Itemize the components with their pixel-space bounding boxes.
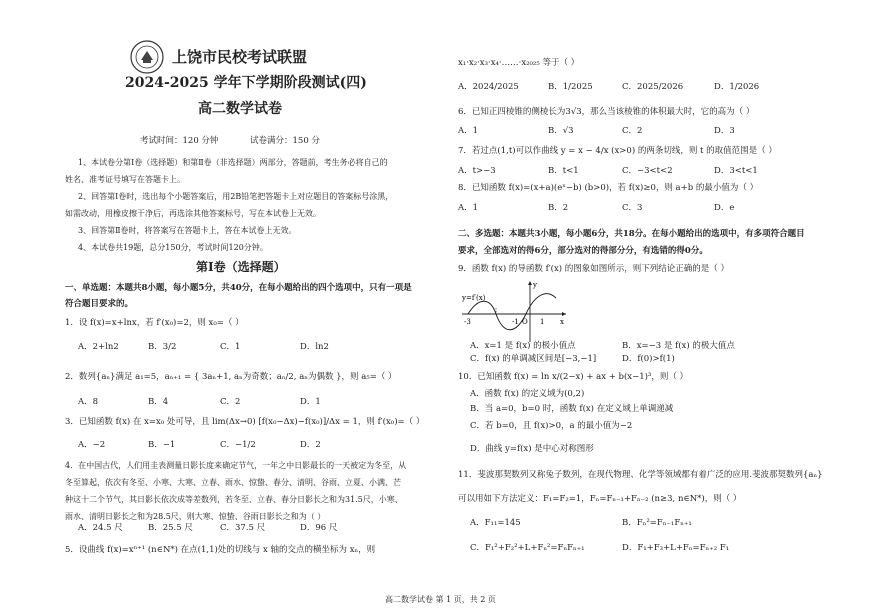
option-d: D．1 bbox=[300, 397, 321, 407]
section-two-instruction: 二、多选题：本题共3小题，每小题6分，共18分。在每小题给出的选项中，有多项符合题目 bbox=[458, 229, 805, 239]
section-two-instruction: 要求，全部选对的得6分，部分选对的得部分分，有选错的得0分。 bbox=[458, 246, 708, 256]
option-b: B．25.5 尺 bbox=[148, 523, 193, 533]
option-c: C．f(x) 的单调减区间是[−3,−1] bbox=[470, 354, 597, 364]
option-a: A．F₁₁=145 bbox=[470, 518, 521, 528]
option-c: C．1 bbox=[220, 342, 241, 352]
school-seal-logo bbox=[130, 40, 164, 74]
option-d: D．F₁+F₃+L+Fₙ=Fₙ₊₂ F₁ bbox=[622, 543, 730, 553]
option-c: C．37.5 尺 bbox=[220, 523, 266, 533]
question-stem-line: 种这十二个节气，其日影长依次成等差数列，若冬至、立春、春分日影长之和为31.5尺，小寒、 bbox=[65, 495, 403, 504]
question-stem-line: 11．斐波那契数列又称兔子数列，在现代物理、化学等领域都有着广泛的应用.斐波那契数列{aₙ} bbox=[458, 470, 823, 480]
option-c: C．2 bbox=[220, 397, 241, 407]
option-b: B．当 a=0，b=0 时，函数 f(x) 在定义域上单调递减 bbox=[470, 404, 674, 414]
derivative-graph bbox=[460, 278, 570, 346]
option-d: D．ln2 bbox=[300, 342, 329, 352]
graph-tick: O bbox=[522, 318, 528, 326]
question-stem: x₁·x₂·x₃·x₄·……·x₂₀₂₅ 等于（ ） bbox=[458, 58, 580, 68]
page-footer: 高二数学试卷 第 1 页，共 2 页 bbox=[385, 595, 496, 604]
graph-tick: 1 bbox=[540, 318, 545, 326]
question-stem: 10．已知函数 f(x) = ln x/(2−x) + ax + b(x−1)³，则（ ） bbox=[458, 372, 689, 382]
option-c: C．F₁²+F₂²+L+Fₙ²=FₙFₙ₊₁ bbox=[470, 543, 585, 553]
question-stem: 3．已知函数 f(x) 在 x=x₀ 处可导，且 lim(Δx→0) [f(x₀−Δx)−f(x₀)]/Δx = 1，则 f′(x₀)=（ ） bbox=[65, 417, 425, 427]
option-d: D．e bbox=[714, 203, 735, 213]
option-c: C．−3<t<2 bbox=[622, 166, 673, 176]
option-a: A．1 bbox=[458, 203, 479, 213]
exam-score: 试卷满分：150 分 bbox=[250, 136, 320, 146]
note-line: 如需改动，用橡皮擦干净后，再选涂其他答案标号，写在本试卷上无效。 bbox=[65, 209, 321, 218]
question-stem-line: 雨水、清明日影长之和为28.5尺，则大寒、惊蛰、谷雨日影长之和为（ ） bbox=[65, 512, 326, 521]
option-d: D．3 bbox=[714, 126, 735, 136]
question-stem: 7．若过点(1,t)可以作曲线 y = x − 4/x (x>0) 的两条切线，则 t 的取值范围是（ ） bbox=[458, 146, 777, 156]
option-a: A．t>−3 bbox=[458, 166, 496, 176]
section-one-instruction: 符合题目要求的。 bbox=[65, 299, 134, 309]
option-a: A．24.5 尺 bbox=[78, 523, 123, 533]
exam-union-title: 上饶市民校考试联盟 bbox=[172, 48, 308, 66]
option-d: D．3<t<1 bbox=[714, 166, 758, 176]
note-line: 姓名、准考证号填写在答题卡上。 bbox=[65, 175, 185, 184]
option-c: C．3 bbox=[622, 203, 643, 213]
option-c: C．2 bbox=[622, 126, 643, 136]
question-stem-line: 4．在中国古代，人们用圭表测量日影长度来确定节气，一年之中日影最长的一天被定为冬至，从 bbox=[65, 461, 407, 470]
option-c: C．若 b=0，且 f(x)>0，a 的最小值为−2 bbox=[470, 421, 633, 431]
note-line: 2、回答第Ⅰ卷时，选出每个小题答案后，用2B铅笔把答题卡上对应题目的答案标号涂黑， bbox=[78, 192, 394, 201]
option-a: A．函数 f(x) 的定义域为(0,2) bbox=[470, 389, 585, 399]
option-c: C．2025/2026 bbox=[622, 82, 684, 92]
option-a: A．8 bbox=[78, 397, 99, 407]
question-stem: 6．已知正四棱锥的侧棱长为3√3，那么当该棱锥的体积最大时，它的高为（ ） bbox=[458, 107, 755, 117]
option-d: D．96 尺 bbox=[300, 523, 338, 533]
option-a: A．x=1 是 f(x) 的极小值点 bbox=[470, 341, 576, 351]
option-d: D．f(0)>f(1) bbox=[622, 354, 675, 364]
note-line: 3、回答第Ⅱ卷时，将答案写在答题卡上，答在本试卷上无效。 bbox=[78, 226, 297, 235]
option-d: D．曲线 y=f(x) 是中心对称图形 bbox=[470, 444, 594, 454]
section-one-instruction: 一、单选题：本题共8小题，每小题5分，共40分，在每小题给出的四个选项中，只有一项是 bbox=[65, 283, 412, 293]
paper-subject-title: 高二数学试卷 bbox=[198, 101, 282, 117]
option-b: B．3/2 bbox=[148, 342, 177, 352]
option-a: A．2024/2025 bbox=[458, 82, 519, 92]
graph-curve-label: y=f′(x) bbox=[462, 294, 486, 302]
option-d: D．1/2026 bbox=[714, 82, 760, 92]
option-d: D．2 bbox=[300, 440, 321, 450]
question-9-stem: 9．函数 f(x) 的导函数 f′(x) 的图象如图所示，则下列结论正确的是（ ） bbox=[458, 264, 729, 274]
option-b: B．4 bbox=[148, 397, 169, 407]
option-b: B．1/2025 bbox=[548, 82, 593, 92]
part-one-title: 第Ⅰ卷（选择题） bbox=[196, 260, 286, 274]
note-line: 4、本试卷共19题，总分150分，考试时间120分钟。 bbox=[78, 243, 268, 252]
note-line: 1、本试卷分第Ⅰ卷（选择题）和第Ⅱ卷（非选择题）两部分，答题前，考生务必将自己的 bbox=[78, 158, 388, 167]
option-a: A．1 bbox=[458, 126, 479, 136]
question-5-stem: 5．设曲线 f(x)=xⁿ⁺¹ (n∈N*) 在点(1,1)处的切线与 x 轴的交点的横坐标为 xₙ，则 bbox=[65, 545, 376, 555]
graph-tick: -1 bbox=[512, 318, 519, 326]
question-stem-line: 冬至算起，依次有冬至、小寒、大寒、立春、雨水、惊蛰、春分、清明、谷雨、立夏、小满、芒 bbox=[65, 478, 401, 487]
option-a: A．−2 bbox=[78, 440, 106, 450]
question-stem-line: 可以用如下方法定义：F₁=F₂=1，Fₙ=Fₙ₋₁+Fₙ₋₂ (n≥3, n∈N*)，则（ ） bbox=[458, 494, 742, 504]
option-b: B．t<1 bbox=[548, 166, 579, 176]
option-b: B．Fₙ²=Fₙ₋₁Fₙ₊₁ bbox=[622, 518, 692, 528]
option-b: B．−1 bbox=[148, 440, 176, 450]
graph-y-axis-label: y bbox=[533, 281, 537, 289]
exam-time: 考试时间：120 分钟 bbox=[140, 136, 219, 146]
graph-tick: -3 bbox=[464, 318, 471, 326]
option-b: B．2 bbox=[548, 203, 569, 213]
question-stem: 2．数列{aₙ}满足 a₁=5，aₙ₊₁ = { 3aₙ+1, aₙ为奇数；aₙ/2, aₙ为偶数 }，则 a₅=（ ） bbox=[65, 372, 397, 382]
option-b: B．x=−3 是 f(x) 的极大值点 bbox=[622, 341, 735, 351]
exam-term-title: 2024-2025 学年下学期阶段测试(四) bbox=[125, 75, 367, 91]
option-c: C．−1/2 bbox=[220, 440, 256, 450]
question-stem: 8．已知函数 f(x)=(x+a)(eˣ−b) (b>0)，若 f(x)≥0，则 a+b 的最小值为（ ） bbox=[458, 183, 759, 193]
option-a: A．2+ln2 bbox=[78, 342, 119, 352]
graph-x-axis-label: x bbox=[560, 318, 564, 326]
question-stem: 1．设 f(x)=x+lnx，若 f′(x₀)=2，则 x₀=（ ） bbox=[65, 318, 244, 328]
option-b: B．√3 bbox=[548, 126, 574, 136]
